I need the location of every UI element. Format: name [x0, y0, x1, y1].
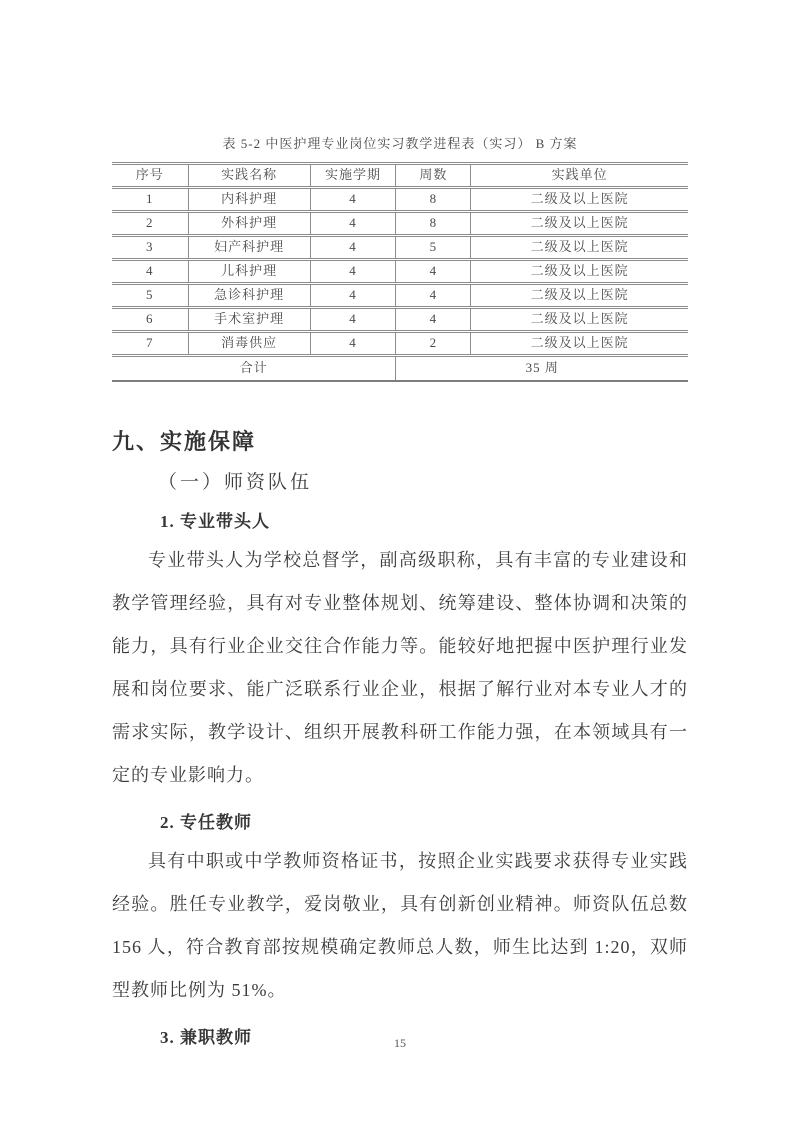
table-cell: 1: [112, 188, 188, 212]
table-cell: 二级及以上医院: [471, 332, 688, 356]
table-cell: 4: [396, 308, 471, 332]
table-cell: 8: [396, 212, 471, 236]
table-cell: 外科护理: [188, 212, 310, 236]
table-cell: 4: [310, 236, 396, 260]
section-heading: 九、实施保障: [112, 429, 257, 454]
table-cell: 5: [396, 236, 471, 260]
table-cell: 妇产科护理: [188, 236, 310, 260]
table-header-cell: 序号: [112, 164, 188, 188]
item-heading-1: 1. 专业带头人: [160, 512, 270, 531]
table-cell: 4: [310, 284, 396, 308]
table-cell: 8: [396, 188, 471, 212]
item-heading-2: 2. 专任教师: [160, 813, 252, 832]
table-cell: 消毒供应: [188, 332, 310, 356]
subsection-heading: （一）师资队伍: [158, 472, 313, 493]
table-footer-value: 35 周: [396, 356, 688, 382]
table-header-cell: 周数: [396, 164, 471, 188]
table-row: [112, 260, 688, 284]
item-heading-3: 3. 兼职教师: [160, 1028, 252, 1047]
table-cell: 4: [396, 260, 471, 284]
table-cell: 内科护理: [188, 188, 310, 212]
table-header-row: [112, 164, 688, 188]
table-header-cell: 实践单位: [471, 164, 688, 188]
table-cell: 二级及以上医院: [471, 284, 688, 308]
table-body: [112, 188, 688, 356]
table-row: [112, 308, 688, 332]
table-cell: 5: [112, 284, 188, 308]
table-cell: 二级及以上医院: [471, 260, 688, 284]
paragraph-item-1: 专业带头人为学校总督学，副高级职称，具有丰富的专业建设和教学管理经验，具有对专业整体规划、统筹建设、整体协调和决策的能力，具有行业企业交往合作能力等。能较好地把握中医护理行业发展和岗位要求、能广泛联系行业企业，根据了解行业对本专业人才的需求实际，教学设计、组织开展教科研工作能力强，在本领域具有一定的专业影响力。: [112, 550, 688, 785]
table-footer-row: [112, 356, 688, 382]
table-header-cell: 实践名称: [188, 164, 310, 188]
table-cell: 4: [310, 332, 396, 356]
table-row: [112, 236, 688, 260]
table-cell: 2: [112, 212, 188, 236]
table-cell: 二级及以上医院: [471, 308, 688, 332]
table-footer-label: 合计: [112, 356, 396, 382]
table-cell: 4: [396, 284, 471, 308]
table-cell: 4: [310, 308, 396, 332]
page-number: 15: [394, 1036, 406, 1050]
table-cell: 3: [112, 236, 188, 260]
practice-schedule-table: [112, 162, 688, 382]
table-cell: 急诊科护理: [188, 284, 310, 308]
table-cell: 二级及以上医院: [471, 236, 688, 260]
table-row: [112, 188, 688, 212]
table-cell: 2: [396, 332, 471, 356]
table-header-cell: 实施学期: [310, 164, 396, 188]
table-cell: 7: [112, 332, 188, 356]
table-cell: 手术室护理: [188, 308, 310, 332]
paragraph-item-2: 具有中职或中学教师资格证书，按照企业实践要求获得专业实践经验。胜任专业教学，爱岗敬业，具有创新创业精神。师资队伍总数 156 人，符合教育部按规模确定教师总人数，师生比达到 1:20，双师型教师比例为 51%。: [112, 851, 688, 1000]
table-cell: 儿科护理: [188, 260, 310, 284]
table-cell: 二级及以上医院: [471, 212, 688, 236]
table-row: [112, 284, 688, 308]
table-cell: 6: [112, 308, 188, 332]
table-row: [112, 332, 688, 356]
table-cell: 4: [310, 212, 396, 236]
table-cell: 4: [310, 260, 396, 284]
table-cell: 4: [310, 188, 396, 212]
table-caption: 表 5-2 中医护理专业岗位实习教学进程表（实习） B 方案: [222, 136, 578, 151]
table-cell: 4: [112, 260, 188, 284]
table-row: [112, 212, 688, 236]
table-cell: 二级及以上医院: [471, 188, 688, 212]
